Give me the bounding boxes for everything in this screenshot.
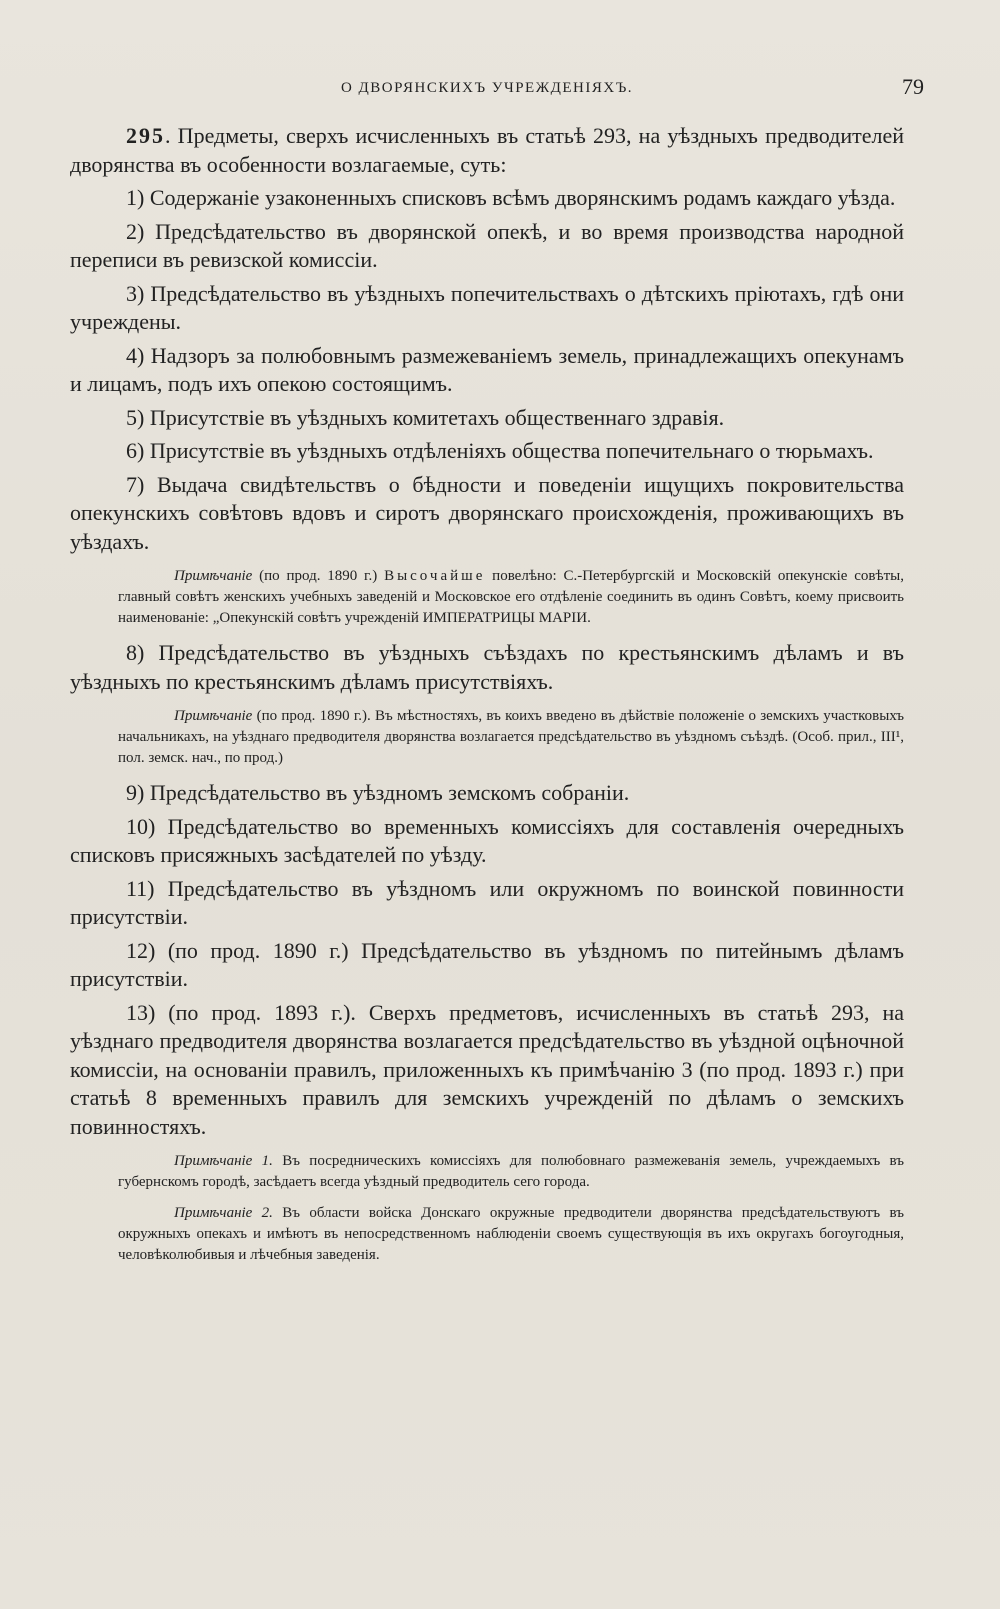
list-item: 2) Предсѣдательство въ дворянской опекѣ, и во время производства народной переписи въ ревизской комиссіи. bbox=[70, 218, 904, 272]
running-head bbox=[70, 74, 924, 106]
article-intro bbox=[70, 122, 904, 179]
note-label: Примѣчаніе bbox=[174, 568, 253, 584]
note-label: Примѣчаніе bbox=[174, 708, 253, 724]
list-item: 3) Предсѣдательство въ уѣздныхъ попечительствахъ о дѣтскихъ пріютахъ, гдѣ они учреждены. bbox=[70, 280, 904, 334]
list-item: 4) Надзоръ за полюбовнымъ размежеваніемъ земель, принадлежащихъ опекунамъ и лицамъ, подъ ихъ опекою состоящимъ. bbox=[70, 342, 904, 396]
note-text: Въ области войска Донскаго окружные предводители дворянства предсѣдательствуютъ въ окружныхъ опекахъ и имѣютъ въ непосредственномъ наблюденіи своемъ существующія въ ихъ округахъ богоугодныя, человѣколюбивыя и лѣчебныя заведенія. bbox=[118, 1205, 904, 1263]
note-text: Въ посредническихъ комиссіяхъ для полюбовнаго размежеванія земель, учреждаемыхъ въ губернскомъ городѣ, засѣдаетъ всегда уѣздный предводитель сего города. bbox=[118, 1153, 904, 1190]
note-1890-a bbox=[118, 566, 904, 629]
list-item: 10) Предсѣдательство во временныхъ комиссіяхъ для составленія очередныхъ списковъ присяжныхъ засѣдателей по уѣзду. bbox=[70, 813, 904, 867]
list-item: 9) Предсѣдательство въ уѣздномъ земскомъ собраніи. bbox=[126, 780, 630, 805]
note-text: (по прод. 1890 г.) bbox=[252, 568, 385, 584]
note-label: Примѣчаніе 1. bbox=[174, 1153, 273, 1169]
list-item: 8) Предсѣдательство въ уѣздныхъ съѣздахъ по крестьянскимъ дѣламъ и въ уѣздныхъ по крестьянскимъ дѣламъ присутствіяхъ. bbox=[70, 640, 904, 694]
note-1890-b bbox=[118, 706, 904, 769]
list-item: 6) Присутствіе въ уѣздныхъ отдѣленіяхъ общества попечительнаго о тюрьмахъ. bbox=[126, 438, 874, 463]
list-item: 12) (по прод. 1890 г.) Предсѣдательство въ уѣздномъ по питейнымъ дѣламъ присутствіи. bbox=[70, 937, 904, 991]
note-text: повелѣно: С.-Петербургскій и Московскій опекунскіе совѣты, главный совѣтъ женскихъ учебныхъ заведеній и Московское его отдѣленіе соединить въ одинъ Совѣтъ, коему присвоить наименованіе: „Опекунскій совѣтъ учрежденій ИМПЕРАТРИЦЫ МАРІИ. bbox=[118, 568, 904, 626]
page-number: 79 bbox=[902, 74, 924, 99]
list-item: 7) Выдача свидѣтельствъ о бѣдности и поведеніи ищущихъ покровительства опекунскихъ совѣтовъ вдовъ и сиротъ дворянскаго происхожденія, проживающихъ въ уѣздахъ. bbox=[70, 471, 904, 554]
running-title: О ДВОРЯНСКИХЪ УЧРЕЖДЕНІЯХЪ. bbox=[340, 80, 634, 96]
note-label: Примѣчаніе 2. bbox=[174, 1205, 273, 1221]
article-intro-text: . Предметы, сверхъ исчисленныхъ въ статьѣ 293, на уѣздныхъ предводителей дворянства въ особенности возлагаемые, суть: bbox=[70, 123, 904, 177]
list-item: 5) Присутствіе въ уѣздныхъ комитетахъ общественнаго здравія. bbox=[126, 404, 725, 430]
note-1 bbox=[118, 1151, 904, 1193]
note-text: (по прод. 1890 г.). Въ мѣстностяхъ, въ коихъ введено въ дѣйствіе положеніе о земскихъ участковыхъ начальникахъ, на уѣзднаго предводителя дворянства возлагается предсѣдательство въ уѣздномъ съѣздѣ. (Особ. прил., III¹, пол. земск. нач., по прод.) bbox=[118, 708, 904, 766]
list-item: 13) (по прод. 1893 г.). Сверхъ предметовъ, исчисленныхъ въ статьѣ 293, на уѣзднаго предводителя дворянства возлагается предсѣдательство въ уѣздной оцѣночной комиссіи, на основаніи правилъ, приложенныхъ къ примѣчанію 3 (по прод. 1893 г.) при статьѣ 8 временныхъ правилъ для земскихъ учрежденій по дѣламъ о земскихъ повинностяхъ. bbox=[70, 999, 904, 1139]
note-2 bbox=[118, 1203, 904, 1266]
article-number: 295 bbox=[126, 123, 165, 148]
list-item: 11) Предсѣдательство въ уѣздномъ или окружномъ по воинской повинности присутствіи. bbox=[70, 875, 904, 929]
note-spaced-word: Высочайше bbox=[384, 568, 486, 584]
list-item: 1) Содержаніе узаконенныхъ списковъ всѣмъ дворянскимъ родамъ каждаго уѣзда. bbox=[126, 185, 896, 210]
